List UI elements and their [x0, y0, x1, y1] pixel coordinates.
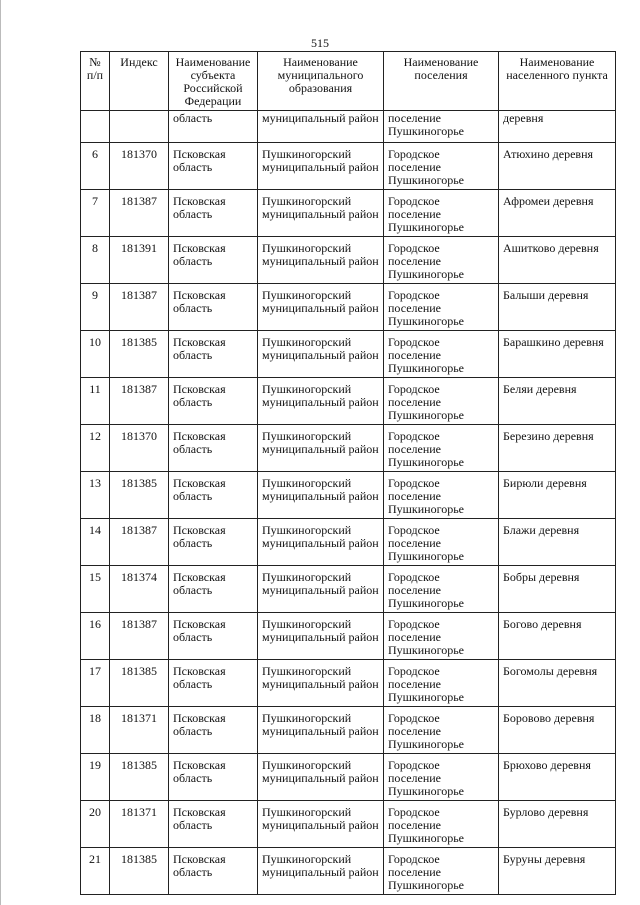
cell-region: Псковская область [169, 848, 258, 895]
cell-municipality: Пушкиногорский муниципальный район [258, 848, 384, 895]
cell-index [110, 111, 169, 143]
cell-number: 16 [81, 613, 110, 660]
table-row [81, 331, 616, 378]
cell-number: 8 [81, 237, 110, 284]
cell-municipality: муниципальный район [258, 111, 384, 143]
header-locality: Наименование населенного пункта [499, 52, 616, 111]
cell-municipality: Пушкиногорский муниципальный район [258, 190, 384, 237]
cell-locality: Брюхово деревня [499, 754, 616, 801]
cell-region: Псковская область [169, 472, 258, 519]
table-row-continuation [81, 111, 616, 143]
cell-municipality: Пушкиногорский муниципальный район [258, 566, 384, 613]
cell-region: Псковская область [169, 425, 258, 472]
cell-locality: Беляи деревня [499, 378, 616, 425]
cell-settlement: Городское поселение Пушкиногорье [384, 613, 499, 660]
cell-locality: Бирюли деревня [499, 472, 616, 519]
cell-locality: Буруны деревня [499, 848, 616, 895]
cell-region: Псковская область [169, 613, 258, 660]
cell-settlement: Городское поселение Пушкиногорье [384, 848, 499, 895]
cell-locality: Ашитково деревня [499, 237, 616, 284]
cell-settlement: Городское поселение Пушкиногорье [384, 378, 499, 425]
cell-municipality: Пушкиногорский муниципальный район [258, 707, 384, 754]
scan-edge [0, 0, 1, 905]
cell-index: 181391 [110, 237, 169, 284]
table-row [81, 707, 616, 754]
cell-region: Псковская область [169, 331, 258, 378]
header-region: Наименование субъекта Российской Федерации [169, 52, 258, 111]
cell-region: Псковская область [169, 190, 258, 237]
cell-municipality: Пушкиногорский муниципальный район [258, 237, 384, 284]
cell-municipality: Пушкиногорский муниципальный район [258, 378, 384, 425]
cell-settlement: Городское поселение Пушкиногорье [384, 519, 499, 566]
cell-municipality: Пушкиногорский муниципальный район [258, 801, 384, 848]
cell-settlement: Городское поселение Пушкиногорье [384, 143, 499, 190]
page-number: 515 [311, 36, 329, 50]
cell-municipality: Пушкиногорский муниципальный район [258, 425, 384, 472]
table-row [81, 613, 616, 660]
cell-locality: Боровово деревня [499, 707, 616, 754]
cell-settlement: поселение Пушкиногорье [384, 111, 499, 143]
table-row [81, 284, 616, 331]
cell-index: 181370 [110, 425, 169, 472]
cell-locality: Блажи деревня [499, 519, 616, 566]
cell-index: 181385 [110, 660, 169, 707]
cell-region: Псковская область [169, 143, 258, 190]
header-municipality: Наименование муниципального образования [258, 52, 384, 111]
cell-settlement: Городское поселение Пушкиногорье [384, 331, 499, 378]
cell-number: 10 [81, 331, 110, 378]
table-row [81, 190, 616, 237]
table-row [81, 754, 616, 801]
cell-number: 13 [81, 472, 110, 519]
cell-settlement: Городское поселение Пушкиногорье [384, 707, 499, 754]
cell-index: 181371 [110, 707, 169, 754]
cell-locality: Барашкино деревня [499, 331, 616, 378]
cell-region: Псковская область [169, 660, 258, 707]
cell-locality: Бурлово деревня [499, 801, 616, 848]
cell-region: область [169, 111, 258, 143]
table-row [81, 472, 616, 519]
cell-region: Псковская область [169, 237, 258, 284]
table-row [81, 848, 616, 895]
cell-settlement: Городское поселение Пушкиногорье [384, 425, 499, 472]
cell-locality: Богово деревня [499, 613, 616, 660]
cell-index: 181370 [110, 143, 169, 190]
cell-index: 181387 [110, 378, 169, 425]
cell-number: 15 [81, 566, 110, 613]
table-row [81, 660, 616, 707]
cell-locality: деревня [499, 111, 616, 143]
cell-locality: Богомолы деревня [499, 660, 616, 707]
cell-settlement: Городское поселение Пушкиногорье [384, 284, 499, 331]
cell-index: 181385 [110, 331, 169, 378]
cell-settlement: Городское поселение Пушкиногорье [384, 801, 499, 848]
cell-locality: Балыши деревня [499, 284, 616, 331]
table-row [81, 566, 616, 613]
cell-index: 181385 [110, 754, 169, 801]
cell-settlement: Городское поселение Пушкиногорье [384, 472, 499, 519]
cell-index: 181387 [110, 519, 169, 566]
cell-settlement: Городское поселение Пушкиногорье [384, 660, 499, 707]
cell-municipality: Пушкиногорский муниципальный район [258, 143, 384, 190]
cell-region: Псковская область [169, 566, 258, 613]
cell-index: 181385 [110, 472, 169, 519]
cell-municipality: Пушкиногорский муниципальный район [258, 613, 384, 660]
cell-region: Псковская область [169, 754, 258, 801]
header-index: Индекс [110, 52, 169, 111]
cell-settlement: Городское поселение Пушкиногорье [384, 754, 499, 801]
cell-number: 14 [81, 519, 110, 566]
cell-municipality: Пушкиногорский муниципальный район [258, 754, 384, 801]
cell-locality: Атюхино деревня [499, 143, 616, 190]
cell-locality: Афромеи деревня [499, 190, 616, 237]
cell-region: Псковская область [169, 284, 258, 331]
cell-settlement: Городское поселение Пушкиногорье [384, 237, 499, 284]
cell-number: 21 [81, 848, 110, 895]
settlements-table [80, 51, 616, 895]
cell-number: 7 [81, 190, 110, 237]
cell-municipality: Пушкиногорский муниципальный район [258, 472, 384, 519]
table-row [81, 378, 616, 425]
table-row [81, 143, 616, 190]
table-header-row [81, 52, 616, 111]
header-number: № п/п [81, 52, 110, 111]
table-row [81, 237, 616, 284]
cell-region: Псковская область [169, 707, 258, 754]
cell-locality: Березино деревня [499, 425, 616, 472]
cell-region: Псковская область [169, 519, 258, 566]
cell-index: 181387 [110, 190, 169, 237]
cell-number: 9 [81, 284, 110, 331]
cell-locality: Бобры деревня [499, 566, 616, 613]
cell-settlement: Городское поселение Пушкиногорье [384, 190, 499, 237]
table-row [81, 519, 616, 566]
cell-index: 181387 [110, 613, 169, 660]
cell-region: Псковская область [169, 801, 258, 848]
cell-number: 17 [81, 660, 110, 707]
cell-number [81, 111, 110, 143]
cell-municipality: Пушкиногорский муниципальный район [258, 284, 384, 331]
cell-settlement: Городское поселение Пушкиногорье [384, 566, 499, 613]
cell-number: 12 [81, 425, 110, 472]
cell-index: 181374 [110, 566, 169, 613]
table-row [81, 801, 616, 848]
cell-index: 181385 [110, 848, 169, 895]
cell-municipality: Пушкиногорский муниципальный район [258, 331, 384, 378]
cell-number: 6 [81, 143, 110, 190]
cell-index: 181371 [110, 801, 169, 848]
cell-number: 20 [81, 801, 110, 848]
cell-municipality: Пушкиногорский муниципальный район [258, 519, 384, 566]
cell-number: 19 [81, 754, 110, 801]
cell-number: 18 [81, 707, 110, 754]
cell-region: Псковская область [169, 378, 258, 425]
table-row [81, 425, 616, 472]
cell-municipality: Пушкиногорский муниципальный район [258, 660, 384, 707]
cell-number: 11 [81, 378, 110, 425]
header-settlement: Наименование поселения [384, 52, 499, 111]
cell-index: 181387 [110, 284, 169, 331]
